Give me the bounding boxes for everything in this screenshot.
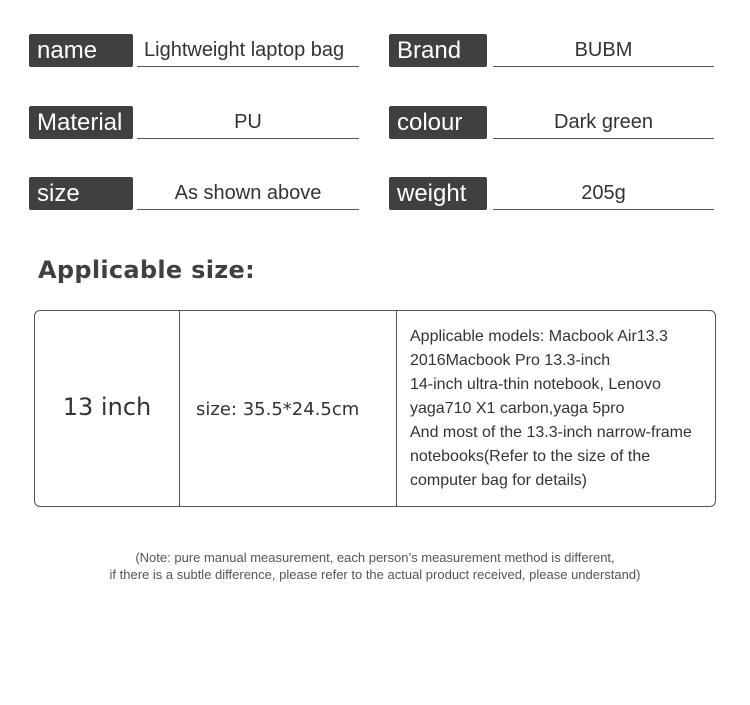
models-line: notebooks(Refer to the size of the bbox=[410, 448, 651, 465]
size-table-inch-cell bbox=[35, 311, 180, 506]
spec-colour-label: colour bbox=[389, 106, 487, 139]
spec-colour-value: Dark green bbox=[493, 106, 714, 139]
spec-weight-label: weight bbox=[389, 177, 487, 210]
models-line: Applicable models: Macbook Air13.3 bbox=[410, 328, 668, 345]
models-line: computer bag for details) bbox=[410, 472, 587, 489]
models-line: And most of the 13.3-inch narrow-frame bbox=[410, 424, 692, 441]
spec-brand-label: Brand bbox=[389, 34, 487, 67]
spec-material-label: Material bbox=[29, 106, 133, 139]
models-line: 2016Macbook Pro 13.3-inch bbox=[410, 352, 611, 369]
spec-name-label: name bbox=[29, 34, 133, 67]
note-line-2: if there is a subtle difference, please refer to the actual product received, please understand) bbox=[109, 567, 641, 582]
spec-size-value: As shown above bbox=[137, 177, 359, 210]
spec-name-value: Lightweight laptop bag bbox=[137, 34, 359, 67]
spec-weight-value: 205g bbox=[493, 177, 714, 210]
note-line-1: (Note: pure manual measurement, each person’s measurement method is different, bbox=[135, 550, 615, 565]
spec-size-label: size bbox=[29, 177, 133, 210]
size-dimensions: size: 35.5*24.5cm bbox=[196, 399, 360, 420]
size-table-dimensions-cell bbox=[180, 311, 397, 506]
models-line: 14-inch ultra-thin notebook, Lenovo bbox=[410, 376, 661, 393]
models-line: yaga710 X1 carbon,yaga 5pro bbox=[410, 400, 625, 417]
spec-brand-value: BUBM bbox=[493, 34, 714, 67]
applicable-size-heading: Applicable size: bbox=[38, 256, 256, 284]
models-list bbox=[397, 325, 692, 493]
size-table bbox=[34, 310, 716, 507]
size-table-models-cell bbox=[397, 311, 715, 506]
spec-material-value: PU bbox=[137, 106, 359, 139]
size-inch: 13 inch bbox=[62, 393, 152, 421]
